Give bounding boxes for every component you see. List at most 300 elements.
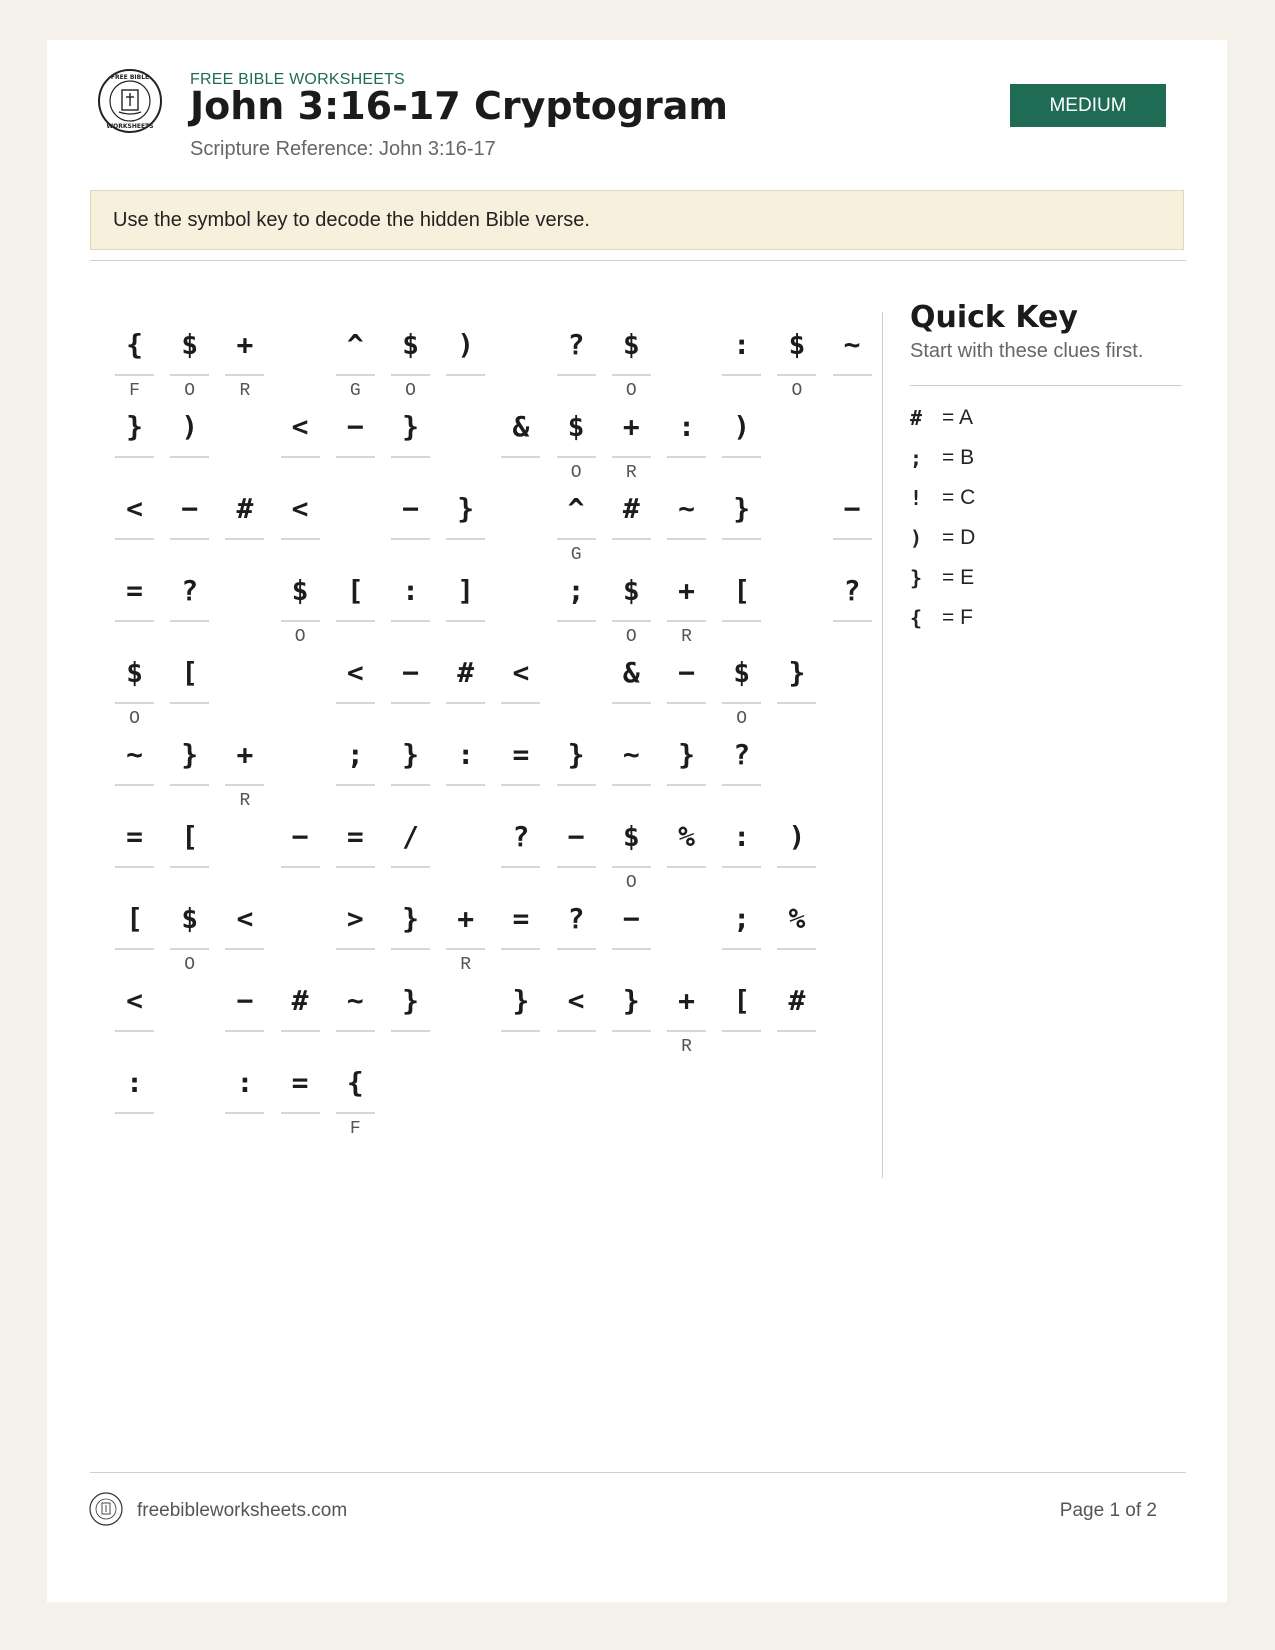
cipher-cell[interactable] — [225, 728, 264, 811]
cipher-cell[interactable] — [833, 318, 872, 398]
answer-line — [336, 784, 375, 786]
answer-line — [391, 620, 430, 622]
cipher-symbol: } — [457, 492, 475, 525]
answer-line — [115, 374, 154, 376]
cipher-symbol: + — [236, 328, 254, 361]
brand-name: FREE BIBLE WORKSHEETS — [190, 71, 405, 88]
cipher-symbol: + — [236, 738, 254, 771]
quick-key-item — [910, 478, 975, 518]
cipher-cell[interactable] — [170, 728, 209, 808]
answer-line — [612, 538, 651, 540]
cipher-cell[interactable] — [612, 892, 651, 972]
hint-letter: O — [129, 709, 140, 729]
key-letter: = E — [942, 566, 975, 589]
answer-line — [501, 866, 540, 868]
answer-line — [225, 784, 264, 786]
answer-line — [115, 866, 154, 868]
cipher-cell[interactable] — [557, 482, 596, 565]
cipher-symbol: # — [236, 492, 254, 525]
quick-key-list — [910, 398, 975, 638]
cipher-symbol: % — [788, 902, 806, 935]
answer-line — [170, 784, 209, 786]
cipher-symbol: [ — [181, 820, 199, 853]
quick-key-item — [910, 558, 975, 598]
scripture-reference: Scripture Reference: John 3:16-17 — [190, 138, 496, 160]
answer-line — [722, 374, 761, 376]
cipher-cell[interactable] — [722, 400, 761, 480]
cipher-symbol: ) — [457, 328, 475, 361]
answer-line — [612, 456, 651, 458]
cipher-symbol: : — [402, 574, 419, 607]
answer-line — [722, 538, 761, 540]
cipher-symbol: − — [678, 656, 695, 689]
answer-line — [336, 374, 375, 376]
cipher-cell[interactable] — [115, 646, 154, 729]
cipher-symbol: [ — [126, 902, 143, 935]
cipher-cell[interactable] — [777, 810, 816, 890]
cipher-symbol: : — [733, 820, 751, 853]
cipher-cell[interactable] — [115, 892, 154, 972]
cipher-symbol: + — [678, 574, 695, 607]
cipher-cell[interactable] — [281, 482, 320, 562]
answer-line — [667, 702, 706, 704]
cipher-symbol: $ — [733, 656, 751, 689]
cipher-symbol: $ — [622, 574, 640, 607]
hint-letter: F — [129, 381, 140, 401]
answer-line — [336, 702, 375, 704]
cipher-symbol: ) — [181, 410, 199, 443]
cipher-cell[interactable] — [777, 646, 816, 726]
cipher-cell[interactable] — [281, 810, 320, 890]
answer-line — [225, 374, 264, 376]
cipher-symbol: = — [512, 902, 530, 935]
answer-line — [833, 620, 872, 622]
cipher-cell[interactable] — [336, 892, 375, 972]
cipher-symbol: } — [567, 738, 585, 771]
cipher-cell[interactable] — [225, 974, 264, 1054]
cipher-cell[interactable] — [170, 646, 209, 726]
answer-line — [446, 538, 485, 540]
answer-line — [391, 374, 430, 376]
cipher-symbol: ; — [346, 738, 364, 771]
cipher-cell[interactable] — [115, 482, 154, 562]
answer-line — [612, 948, 651, 950]
cipher-cell[interactable] — [115, 974, 154, 1054]
answer-line — [777, 374, 816, 376]
answer-line — [501, 702, 540, 704]
hint-letter: R — [460, 955, 472, 975]
key-symbol: ) — [910, 526, 923, 550]
cipher-cell[interactable] — [391, 810, 430, 890]
answer-line — [833, 538, 872, 540]
hint-letter: R — [681, 627, 692, 647]
answer-line — [391, 1030, 430, 1032]
cipher-cell[interactable] — [777, 318, 816, 401]
answer-line — [501, 1030, 540, 1032]
answer-line — [170, 702, 209, 704]
cipher-cell[interactable] — [115, 564, 154, 644]
cipher-symbol: ) — [788, 820, 806, 853]
cipher-symbol: ? — [567, 902, 585, 935]
cipher-symbol: { — [126, 328, 143, 361]
cipher-cell[interactable] — [281, 564, 320, 647]
cipher-cell[interactable] — [557, 564, 596, 644]
answer-line — [115, 702, 154, 704]
answer-line — [336, 620, 375, 622]
cipher-symbol: { — [346, 1066, 364, 1099]
cipher-cell[interactable] — [391, 564, 430, 644]
cipher-cell[interactable] — [557, 318, 596, 398]
cipher-symbol: } — [402, 984, 419, 1017]
cipher-cell[interactable] — [667, 728, 706, 808]
cipher-symbol: [ — [181, 656, 199, 689]
cipher-cell[interactable] — [777, 892, 816, 972]
column-divider — [882, 312, 883, 1178]
cipher-symbol: + — [622, 410, 640, 443]
cipher-cell[interactable] — [557, 810, 596, 890]
answer-line — [225, 1030, 264, 1032]
key-letter: = C — [942, 486, 976, 509]
answer-line — [557, 948, 596, 950]
cipher-symbol: ) — [733, 410, 751, 443]
cipher-symbol: ~ — [346, 984, 364, 1017]
cipher-cell[interactable] — [557, 974, 596, 1054]
answer-line — [722, 948, 761, 950]
answer-line — [501, 784, 540, 786]
cipher-symbol: } — [181, 738, 199, 771]
cipher-cell[interactable] — [557, 400, 596, 483]
cipher-cell[interactable] — [501, 646, 540, 726]
cipher-cell[interactable] — [281, 400, 320, 480]
footer-website: freebibleworksheets.com — [137, 1500, 348, 1521]
worksheet-page — [47, 40, 1227, 1602]
cipher-cell[interactable] — [722, 892, 761, 972]
cipher-cell[interactable] — [115, 400, 154, 480]
cipher-symbol: } — [678, 738, 695, 771]
cipher-cell[interactable] — [557, 892, 596, 972]
hint-letter: O — [625, 627, 637, 647]
answer-line — [612, 374, 651, 376]
cipher-symbol: $ — [181, 328, 199, 361]
key-symbol: { — [910, 606, 923, 630]
cipher-symbol: # — [788, 984, 806, 1017]
cipher-cell[interactable] — [446, 482, 485, 562]
cipher-symbol: = — [126, 574, 143, 607]
divider — [910, 385, 1182, 386]
cipher-symbol: $ — [291, 574, 309, 607]
cipher-cell[interactable] — [446, 728, 485, 808]
cipher-symbol: # — [622, 492, 640, 525]
instructions-box — [90, 190, 1184, 250]
cipher-cell[interactable] — [391, 974, 430, 1054]
cipher-symbol: : — [236, 1066, 254, 1099]
answer-line — [667, 784, 706, 786]
cipher-cell[interactable] — [115, 1056, 154, 1136]
cipher-cell[interactable] — [391, 482, 430, 562]
cipher-symbol: < — [291, 492, 309, 525]
key-letter: = B — [942, 446, 975, 469]
answer-line — [612, 784, 651, 786]
cipher-symbol: ? — [512, 820, 530, 853]
cipher-symbol: < — [346, 656, 364, 689]
quick-key-item — [910, 518, 975, 558]
key-symbol: # — [910, 406, 923, 430]
cipher-symbol: } — [788, 656, 806, 689]
quick-key-item — [910, 398, 975, 438]
hint-letter: O — [184, 955, 196, 975]
answer-line — [722, 866, 761, 868]
cipher-cell[interactable] — [391, 318, 430, 401]
cipher-cell[interactable] — [501, 400, 540, 480]
answer-line — [170, 948, 209, 950]
hint-letter: O — [405, 381, 416, 401]
page-number: Page 1 of 2 — [1059, 1500, 1157, 1521]
cipher-cell[interactable] — [612, 400, 651, 483]
cipher-symbol: − — [402, 656, 419, 689]
answer-line — [281, 866, 320, 868]
hint-letter: O — [736, 709, 748, 729]
answer-line — [722, 1030, 761, 1032]
cipher-cell[interactable] — [225, 318, 264, 401]
cipher-cell[interactable] — [612, 318, 651, 401]
cipher-symbol: $ — [402, 328, 419, 361]
answer-line — [446, 620, 485, 622]
answer-line — [777, 1030, 816, 1032]
answer-line — [170, 538, 209, 540]
hint-letter: O — [570, 463, 582, 483]
cipher-symbol: ~ — [843, 328, 861, 361]
key-symbol: ! — [910, 486, 923, 510]
cipher-cell[interactable] — [612, 482, 651, 562]
cipher-cell[interactable] — [722, 318, 761, 398]
cipher-cell[interactable] — [336, 810, 375, 890]
answer-line — [281, 1030, 320, 1032]
cipher-cell[interactable] — [722, 646, 761, 729]
cipher-cell[interactable] — [336, 728, 375, 808]
cipher-symbol: ; — [567, 574, 585, 607]
cipher-symbol: : — [457, 738, 475, 771]
cipher-cell[interactable] — [501, 810, 540, 890]
hint-letter: F — [349, 1119, 361, 1139]
answer-line — [225, 1112, 264, 1114]
cipher-cell[interactable] — [225, 892, 264, 972]
footer-divider — [90, 1472, 1186, 1473]
cipher-cell[interactable] — [722, 728, 761, 808]
svg-text:WORKSHEETS: WORKSHEETS — [106, 123, 154, 130]
cipher-cell[interactable] — [446, 318, 485, 398]
answer-line — [281, 456, 320, 458]
cipher-cell[interactable] — [336, 646, 375, 726]
cipher-symbol: / — [402, 820, 419, 853]
answer-line — [336, 456, 375, 458]
answer-line — [115, 620, 154, 622]
hint-letter: R — [681, 1037, 692, 1057]
answer-line — [446, 374, 485, 376]
cipher-cell[interactable] — [722, 482, 761, 562]
cipher-cell[interactable] — [170, 564, 209, 644]
cipher-cell[interactable] — [336, 564, 375, 644]
answer-line — [667, 866, 706, 868]
cipher-symbol: ^ — [567, 492, 585, 525]
answer-line — [667, 1030, 706, 1032]
cipher-symbol: − — [346, 410, 364, 443]
answer-line — [446, 784, 485, 786]
page-title: John 3:16-17 Cryptogram — [190, 84, 729, 128]
cipher-symbol: ; — [733, 902, 751, 935]
cipher-cell[interactable] — [115, 318, 154, 401]
key-letter: = F — [942, 606, 973, 629]
cipher-cell[interactable] — [336, 318, 375, 401]
answer-line — [557, 866, 596, 868]
cipher-cell[interactable] — [170, 400, 209, 480]
answer-line — [667, 538, 706, 540]
answer-line — [833, 374, 872, 376]
answer-line — [612, 1030, 651, 1032]
cipher-symbol: [ — [733, 574, 751, 607]
cipher-symbol: & — [622, 656, 640, 689]
cipher-symbol: = — [126, 820, 143, 853]
cipher-symbol: < — [291, 410, 309, 443]
answer-line — [336, 948, 375, 950]
answer-line — [557, 784, 596, 786]
quick-key-item — [910, 438, 975, 478]
cipher-cell[interactable] — [501, 974, 540, 1054]
cipher-cell[interactable] — [170, 482, 209, 562]
cipher-cell[interactable] — [777, 974, 816, 1054]
divider — [90, 260, 1186, 261]
cipher-symbol: − — [567, 820, 585, 853]
cipher-symbol: ~ — [622, 738, 640, 771]
cipher-cell[interactable] — [336, 400, 375, 480]
cipher-cell[interactable] — [667, 400, 706, 480]
cipher-cell[interactable] — [170, 892, 209, 975]
hint-letter: R — [239, 791, 251, 811]
answer-line — [391, 948, 430, 950]
cipher-symbol: ~ — [678, 492, 695, 525]
key-symbol: ; — [910, 446, 923, 470]
cipher-cell[interactable] — [391, 646, 430, 726]
cipher-cell[interactable] — [225, 482, 264, 562]
cipher-symbol: % — [678, 820, 695, 853]
cipher-cell[interactable] — [336, 1056, 375, 1139]
answer-line — [391, 456, 430, 458]
cipher-cell[interactable] — [667, 974, 706, 1057]
cipher-cell[interactable] — [281, 974, 320, 1054]
cipher-cell[interactable] — [612, 974, 651, 1054]
answer-line — [281, 620, 320, 622]
cipher-cell[interactable] — [612, 728, 651, 808]
cipher-symbol: [ — [733, 984, 751, 1017]
cipher-cell[interactable] — [722, 974, 761, 1054]
cipher-symbol: } — [126, 410, 143, 443]
cipher-cell[interactable] — [667, 482, 706, 562]
cipher-cell[interactable] — [336, 974, 375, 1054]
cipher-cell[interactable] — [170, 318, 209, 401]
answer-line — [336, 866, 375, 868]
cipher-cell[interactable] — [391, 728, 430, 808]
cipher-symbol: : — [678, 410, 695, 443]
answer-line — [777, 702, 816, 704]
cipher-symbol: + — [678, 984, 695, 1017]
cipher-symbol: $ — [622, 328, 640, 361]
answer-line — [557, 538, 596, 540]
cipher-symbol: < — [126, 492, 143, 525]
cipher-symbol: } — [402, 738, 419, 771]
cipher-symbol: $ — [567, 410, 585, 443]
cipher-cell[interactable] — [170, 810, 209, 890]
cipher-symbol: # — [457, 656, 475, 689]
answer-line — [115, 784, 154, 786]
answer-line — [722, 784, 761, 786]
cipher-cell[interactable] — [446, 892, 485, 975]
hint-letter: O — [625, 873, 637, 893]
cipher-symbol: = — [346, 820, 364, 853]
answer-line — [170, 456, 209, 458]
cipher-symbol: & — [512, 410, 530, 443]
answer-line — [667, 456, 706, 458]
cipher-cell[interactable] — [115, 810, 154, 890]
cipher-cell[interactable] — [501, 892, 540, 972]
answer-line — [281, 538, 320, 540]
answer-line — [612, 702, 651, 704]
answer-line — [225, 948, 264, 950]
cipher-symbol: } — [622, 984, 640, 1017]
cipher-cell[interactable] — [612, 646, 651, 726]
cipher-cell[interactable] — [391, 400, 430, 480]
cipher-cell[interactable] — [557, 728, 596, 808]
cipher-symbol: − — [181, 492, 199, 525]
cipher-cell[interactable] — [833, 482, 872, 562]
cipher-symbol: ] — [457, 574, 475, 607]
cipher-symbol: > — [346, 902, 364, 935]
cipher-cell[interactable] — [722, 810, 761, 890]
difficulty-badge: MEDIUM — [1010, 84, 1166, 127]
answer-line — [612, 866, 651, 868]
cipher-cell[interactable] — [667, 810, 706, 890]
cipher-cell[interactable] — [667, 646, 706, 726]
answer-line — [170, 374, 209, 376]
cipher-symbol: [ — [346, 574, 364, 607]
cipher-symbol: ? — [843, 574, 861, 607]
hint-letter: G — [349, 381, 361, 401]
cipher-cell[interactable] — [722, 564, 761, 644]
cipher-symbol: = — [512, 738, 530, 771]
cipher-cell[interactable] — [667, 564, 706, 647]
cipher-cell[interactable] — [446, 646, 485, 726]
hint-letter: O — [625, 381, 637, 401]
cipher-cell[interactable] — [225, 1056, 264, 1136]
answer-line — [446, 702, 485, 704]
cipher-cell[interactable] — [281, 1056, 320, 1136]
cipher-cell[interactable] — [446, 564, 485, 644]
cipher-cell[interactable] — [115, 728, 154, 808]
cipher-symbol: ? — [733, 738, 751, 771]
cipher-symbol: : — [733, 328, 751, 361]
answer-line — [391, 538, 430, 540]
cipher-cell[interactable] — [833, 564, 872, 644]
cipher-cell[interactable] — [612, 810, 651, 893]
answer-line — [170, 866, 209, 868]
cipher-cell[interactable] — [612, 564, 651, 647]
answer-line — [557, 620, 596, 622]
cipher-symbol: ? — [181, 574, 199, 607]
hint-letter: R — [239, 381, 251, 401]
answer-line — [115, 948, 154, 950]
cipher-symbol: } — [733, 492, 751, 525]
key-letter: = A — [942, 406, 973, 429]
cipher-cell[interactable] — [391, 892, 430, 972]
cipher-cell[interactable] — [501, 728, 540, 808]
